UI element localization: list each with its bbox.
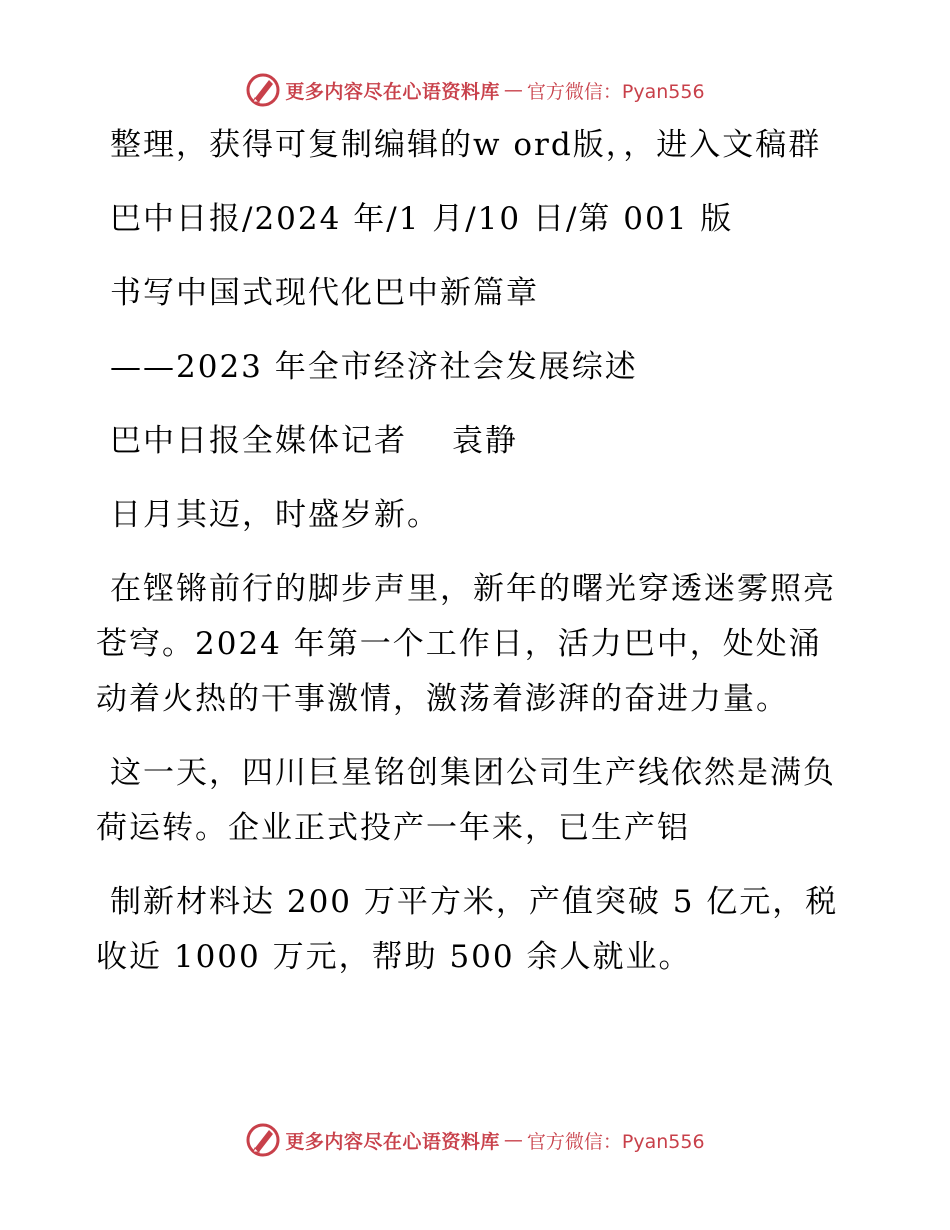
footer-watermark — [0, 1120, 950, 1160]
article-subtitle: ——2023 年全市经济社会发展综述 — [110, 349, 638, 385]
paragraph: 巴中日报/2024 年/1 月/10 日/第 001 版 — [110, 201, 734, 237]
pen-logo-icon — [245, 72, 281, 108]
paragraph: 在铿锵前行的脚步声里，新年的曙光穿透迷雾照亮苍穹。2024 年第一个工作日，活力巴中，处处涌动着火热的干事激情，激荡着澎湃的奋进力量。 — [96, 571, 836, 717]
document-body — [96, 118, 841, 1004]
pen-logo-icon — [245, 1122, 281, 1158]
watermark-dash: — — [503, 79, 523, 101]
byline: 巴中日报全媒体记者 袁静 — [110, 423, 518, 459]
watermark-main-text: 更多内容尽在心语资料库 — [285, 80, 500, 103]
paragraph: 制新材料达 200 万平方米，产值突破 5 亿元，税收近 1000 万元，帮助 500 余人就业。 — [96, 884, 839, 975]
watermark-dash: — — [503, 1129, 523, 1151]
paragraph: 整理，获得可复制编辑的w ord版，，进入文稿群 — [110, 127, 822, 163]
watermark-sub-text: 官方微信：Pyan556 — [526, 80, 705, 103]
paragraph: 日月其迈，时盛岁新。 — [110, 497, 440, 533]
header-watermark — [0, 70, 950, 110]
paragraph: 这一天，四川巨星铭创集团公司生产线依然是满负荷运转。企业正式投产一年来，已生产铝 — [96, 755, 836, 846]
watermark-sub-text: 官方微信：Pyan556 — [526, 1130, 705, 1153]
watermark-main-text: 更多内容尽在心语资料库 — [285, 1130, 500, 1153]
article-title: 书写中国式现代化巴中新篇章 — [110, 275, 539, 311]
